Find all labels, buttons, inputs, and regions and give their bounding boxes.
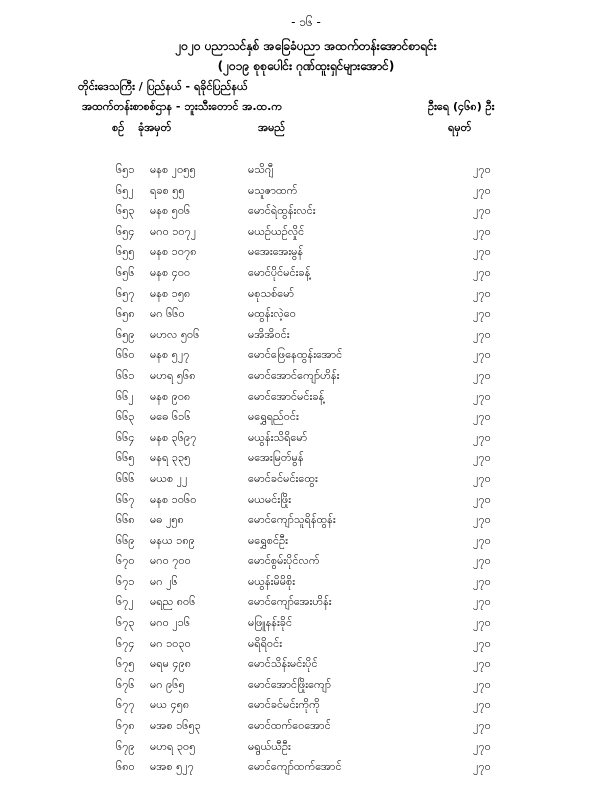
column-header-name: အမည် xyxy=(258,121,286,134)
table-row xyxy=(0,428,612,449)
row-number: ၆၇၁ xyxy=(116,574,135,588)
row-reg-no: မနယ ၁၈၉ xyxy=(150,533,195,547)
row-number: ၆၇၄ xyxy=(116,636,135,650)
row-reg-no: မအစ ၅၂၇ xyxy=(150,760,194,774)
row-reg-no: မဓ ၂၅၈ xyxy=(150,513,184,527)
row-name: မသိဂျီ xyxy=(248,163,273,176)
row-number: ၆၅၆ xyxy=(116,265,135,279)
results-table xyxy=(0,160,612,778)
row-score: ၂၇၀ xyxy=(473,513,491,527)
row-score: ၂၇၀ xyxy=(473,348,491,362)
row-number: ၆၇၈ xyxy=(116,719,135,733)
row-reg-no: မနစ ၁၀၇၈ xyxy=(150,245,197,259)
table-row xyxy=(0,242,612,263)
row-reg-no: မဂဝ ၂၁၆ xyxy=(150,616,191,630)
row-score: ၂၇၀ xyxy=(473,677,491,691)
row-score: ၂၇၀ xyxy=(473,204,491,218)
column-header-no: စဉ် xyxy=(112,121,125,134)
row-number: ၆၇၆ xyxy=(116,677,135,691)
row-reg-no: မရမ ၄၉၈ xyxy=(150,657,192,671)
table-row xyxy=(0,181,612,202)
row-reg-no: ရခစ ၅၅ xyxy=(150,183,185,197)
row-name: မောင်ခင်မင်းထွေး xyxy=(248,471,318,485)
row-number: ၆၇၉ xyxy=(116,739,135,753)
row-name: မောင်သိန်းမင်းပိုင် xyxy=(248,657,318,671)
row-reg-no: မယ ၄၅၈ xyxy=(150,698,190,712)
row-number: ၆၅၃ xyxy=(116,204,135,218)
row-reg-no: မယစ ၂၂ xyxy=(150,471,188,485)
row-name: မရိရိဝင်း xyxy=(248,636,282,650)
table-row xyxy=(0,695,612,716)
row-name: မောင်အောင်ဖြိုးကျော် xyxy=(248,677,332,691)
row-score: ၂၇၀ xyxy=(473,616,491,630)
row-score: ၂၇၀ xyxy=(473,739,491,753)
table-row xyxy=(0,634,612,655)
row-reg-no: မဟရ ၅၆၈ xyxy=(150,368,196,382)
row-number: ၆၅၂ xyxy=(116,183,134,197)
table-row xyxy=(0,592,612,613)
row-number: ၆၇၀ xyxy=(116,554,135,568)
row-score: ၂၇၀ xyxy=(473,410,491,424)
row-score: ၂၇၀ xyxy=(473,471,491,485)
row-reg-no: မဂ ၁၀၃၀ xyxy=(150,636,191,650)
row-reg-no: မအစ ၁၆၅၃ xyxy=(150,719,201,733)
row-name: မောင်အောင်ကျော်ဟိန်း xyxy=(248,368,340,382)
row-number: ၆၇၃ xyxy=(116,616,135,630)
row-name: မယမင်းဖြိုး xyxy=(248,492,292,506)
row-reg-no: မဟရ ၃၀၅ xyxy=(150,739,196,753)
row-reg-no: မနစ ၉၀၈ xyxy=(150,389,191,403)
row-name: မောင်ခင်မင်းကိုကို xyxy=(248,698,320,712)
row-score: ၂၇၀ xyxy=(473,307,491,321)
row-name: မောင်ပိုင်မင်းခန့် xyxy=(248,265,311,279)
row-score: ၂၇၀ xyxy=(473,595,491,609)
row-score: ၂၇၀ xyxy=(473,163,491,176)
table-row xyxy=(0,757,612,778)
row-score: ၂၇၀ xyxy=(473,574,491,588)
table-row xyxy=(0,387,612,408)
table-row xyxy=(0,448,612,469)
row-reg-no: မနစ ၃၆၉၇ xyxy=(150,430,197,444)
row-number: ၆၅၁ xyxy=(116,163,135,176)
row-reg-no: မဂ ၆၆၀ xyxy=(150,307,185,321)
row-name: မောင်စွမ်းပိုင်လက် xyxy=(248,554,320,568)
row-number: ၆၇၅ xyxy=(116,657,135,671)
column-header-reg: ခုံအမှတ် xyxy=(138,121,172,134)
row-name: မအိအိဝင်း xyxy=(248,327,290,341)
row-number: ၆၆၈ xyxy=(116,513,135,527)
row-score: ၂၇၀ xyxy=(473,183,491,197)
row-reg-no: မနစ ၅၀၆ xyxy=(150,204,191,218)
row-name: မောင်ကျော်ထက်အောင် xyxy=(248,760,342,774)
row-number: ၆၇၇ xyxy=(116,698,135,712)
row-name: မယွန်းသိရိမော် xyxy=(248,430,308,444)
table-row xyxy=(0,675,612,696)
row-number: ၆၆၂ xyxy=(116,389,134,403)
row-score: ၂၇၀ xyxy=(473,327,491,341)
row-score: ၂၇၀ xyxy=(473,636,491,650)
table-row xyxy=(0,510,612,531)
row-number: ၆၆၅ xyxy=(116,451,135,465)
row-score: ၂၇၀ xyxy=(473,698,491,712)
row-name: မရွှေစင်ဦး xyxy=(248,533,288,547)
row-score: ၂၇၀ xyxy=(473,533,491,547)
row-reg-no: မရည ၈၀၆ xyxy=(150,595,196,609)
table-row xyxy=(0,551,612,572)
table-row xyxy=(0,263,612,284)
region-label: တိုင်းဒေသကြီး / ပြည်နယ် - ရခိုင်ပြည်နယ် xyxy=(78,80,248,93)
row-reg-no: မနစ ၂၀၅၅ xyxy=(150,163,196,176)
table-row xyxy=(0,613,612,634)
row-name: မရွယ်ယီဦး xyxy=(248,739,291,753)
table-row xyxy=(0,469,612,490)
row-number: ၆၇၂ xyxy=(116,595,134,609)
row-reg-no: မဂဝ ၁၀၇၂ xyxy=(150,224,197,238)
row-name: မောင်အောင်မင်းခန့် xyxy=(248,389,325,403)
row-name: မောင်ထက်ဝေအောင် xyxy=(248,719,331,733)
row-score: ၂၇၀ xyxy=(473,389,491,403)
row-number: ၆၆၇ xyxy=(116,492,135,506)
table-row xyxy=(0,304,612,325)
row-score: ၂၇၀ xyxy=(473,760,491,774)
row-reg-no: မဂ ၉၆၅ xyxy=(150,677,185,691)
row-score: ၂၇၀ xyxy=(473,451,491,465)
row-score: ၂၇၀ xyxy=(473,224,491,238)
row-name: မထွန်းလဲ့ဝေ xyxy=(248,307,296,321)
row-name: မောင်ဖြေနေထွန်းအောင် xyxy=(248,348,343,362)
table-row xyxy=(0,366,612,387)
row-number: ၆၆၆ xyxy=(116,471,135,485)
row-number: ၆၆၀ xyxy=(116,348,135,362)
row-name: မောင်ရဲထွန်းလင်း xyxy=(248,204,316,218)
row-name: မယွန်းမိမိစိုး xyxy=(248,574,295,588)
row-name: မယဉ်ယဉ်လှိုင် xyxy=(248,224,305,238)
page-number: - ၁၆ - xyxy=(291,15,321,29)
row-name: မရွှေရည်ဝင်း xyxy=(248,410,299,424)
row-score: ၂၇၀ xyxy=(473,430,491,444)
row-number: ၆၅၈ xyxy=(116,307,135,321)
row-name: မအေးအေးမွန် xyxy=(248,245,304,259)
row-reg-no: မဂ ၂၆ xyxy=(150,574,178,588)
row-score: ၂၇၀ xyxy=(473,492,491,506)
row-name: မအေးမြတ်မွန် xyxy=(248,451,304,465)
row-score: ၂၇၀ xyxy=(473,657,491,671)
row-reg-no: မဓေ ၆၁၆ xyxy=(150,410,191,424)
table-row xyxy=(0,490,612,511)
table-row xyxy=(0,325,612,346)
table-row xyxy=(0,531,612,552)
table-row xyxy=(0,222,612,243)
table-row xyxy=(0,160,612,181)
row-reg-no: မနစ ၁၅၈ xyxy=(150,286,191,300)
row-score: ၂၇၀ xyxy=(473,719,491,733)
row-reg-no: မနစ ၅၂၇ xyxy=(150,348,190,362)
row-number: ၆၈၀ xyxy=(116,760,135,774)
row-score: ၂၇၀ xyxy=(473,554,491,568)
row-score: ၂၇၀ xyxy=(473,368,491,382)
table-row xyxy=(0,407,612,428)
row-score: ၂၇၀ xyxy=(473,286,491,300)
total-count-label: ဦးရေ (၄၆၈) ဦး xyxy=(428,100,495,113)
row-number: ၆၅၅ xyxy=(116,245,135,259)
row-number: ၆၅၉ xyxy=(116,327,135,341)
table-row xyxy=(0,201,612,222)
row-reg-no: မနစ ၄၀၀ xyxy=(150,265,191,279)
school-label: အထက်တန်းစာစစ်ဌာန - ဘူးသီးတောင် အ.ထ.က xyxy=(82,100,283,113)
row-name: မောင်ကျော်အေးဟိန်း xyxy=(248,595,332,609)
table-row xyxy=(0,572,612,593)
column-header-score: ရမှတ် xyxy=(448,121,472,134)
table-row xyxy=(0,716,612,737)
document-subtitle: (၂၀၁၉ စုစုပေါင်း ဂုဏ်ထူးရှင်များအောင်) xyxy=(217,59,395,73)
row-number: ၆၅၇ xyxy=(116,286,135,300)
row-reg-no: မဂဝ ၇၀၀ xyxy=(150,554,191,568)
row-reg-no: မဟလ ၅၀၆ xyxy=(150,327,200,341)
row-name: မဖြူနန်းခိုင် xyxy=(248,616,293,630)
table-row xyxy=(0,737,612,758)
row-name: မောင်ကျော်သူရိန်ထွန်း xyxy=(248,513,336,527)
row-score: ၂၇၀ xyxy=(473,265,491,279)
table-row xyxy=(0,284,612,305)
row-number: ၆၆၁ xyxy=(116,368,135,382)
row-number: ၆၅၄ xyxy=(116,224,135,238)
row-reg-no: မနရ ၃၃၅ xyxy=(150,451,191,465)
row-number: ၆၆၉ xyxy=(116,533,135,547)
row-score: ၂၇၀ xyxy=(473,245,491,259)
table-row xyxy=(0,345,612,366)
row-number: ၆၆၃ xyxy=(116,410,135,424)
row-reg-no: မနစ ၁၀၆၀ xyxy=(150,492,197,506)
document-title: ၂၀၂၀ ပညာသင်နှစ် အခြေခံပညာ အထက်တန်းအောင်စာရင်း xyxy=(175,39,437,53)
table-row xyxy=(0,654,612,675)
row-name: မသူဇာထက် xyxy=(248,183,298,197)
row-number: ၆၆၄ xyxy=(116,430,135,444)
row-name: မစုသစ်မော် xyxy=(248,286,295,300)
